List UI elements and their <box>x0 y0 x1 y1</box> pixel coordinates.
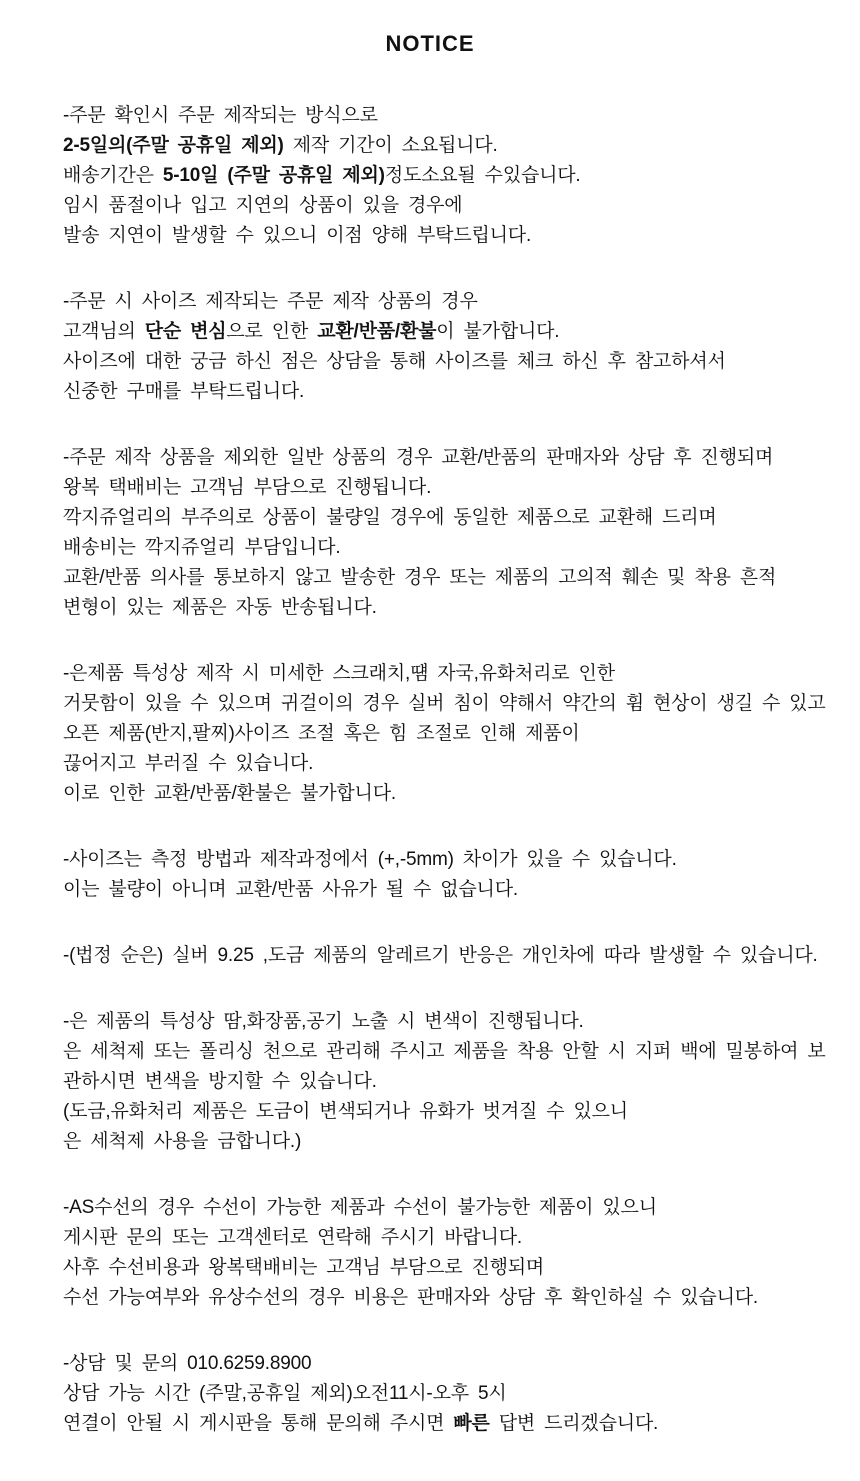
notice-text-segment: 정도소요될 수있습니다. <box>384 165 581 186</box>
notice-line <box>63 191 824 221</box>
notice-text-segment: 이로 인한 교환/반품/환불은 불가합니다. <box>63 783 396 804</box>
notice-text-segment: -주문 제작 상품을 제외한 일반 상품의 경우 교환/반품의 판매자와 상담 후 진행되며 <box>63 447 774 468</box>
notice-text-segment: 단순 변심 <box>144 321 227 342</box>
notice-text-segment: -상담 및 문의 010.6259.8900 <box>63 1353 312 1374</box>
notice-text-segment: 거뭇함이 있을 수 있으며 귀걸이의 경우 실버 침이 약해서 약간의 휨 현상이 생길 수 있고 <box>63 693 826 714</box>
notice-paragraph-general-exchange-return <box>63 443 824 623</box>
notice-line <box>63 845 824 875</box>
notice-text-segment: -주문 확인시 주문 제작되는 방식으로 <box>63 105 378 126</box>
notice-line <box>63 443 824 473</box>
notice-text-segment: 고객님의 <box>63 321 145 342</box>
notice-line <box>63 779 824 809</box>
notice-text-segment: 배송비는 깍지쥬얼리 부담입니다. <box>63 537 341 558</box>
notice-line <box>63 875 824 905</box>
notice-text-segment: 상담 가능 시간 (주말,공휴일 제외)오전11시-오후 5시 <box>63 1383 507 1404</box>
notice-text-segment: -AS수선의 경우 수선이 가능한 제품과 수선이 불가능한 제품이 있으니 <box>63 1197 657 1218</box>
notice-text-segment: -주문 시 사이즈 제작되는 주문 제작 상품의 경우 <box>63 291 478 312</box>
notice-text-segment: 으로 인한 <box>226 321 318 342</box>
notice-line <box>63 1253 824 1283</box>
notice-text-segment: 사후 수선비용과 왕복택배비는 고객님 부담으로 진행되며 <box>63 1257 545 1278</box>
notice-text-segment: 빠른 <box>453 1413 490 1434</box>
notice-text-segment: 교환/반품/환불 <box>317 321 437 342</box>
notice-text-segment: 왕복 택배비는 고객님 부담으로 진행됩니다. <box>63 477 432 498</box>
notice-text-segment: 이 불가합니다. <box>436 321 560 342</box>
notice-line <box>63 101 824 131</box>
notice-text-segment: 깍지쥬얼리의 부주의로 상품이 불량일 경우에 동일한 제품으로 교환해 드리며 <box>63 507 717 528</box>
notice-line <box>63 1193 824 1223</box>
notice-line <box>63 1349 824 1379</box>
notice-text-segment: 수선 가능여부와 유상수선의 경우 비용은 판매자와 상담 후 확인하실 수 있습니다. <box>63 1287 758 1308</box>
notice-line <box>63 1037 824 1067</box>
notice-line <box>63 689 824 719</box>
notice-text-segment: (도금,유화처리 제품은 도금이 변색되거나 유화가 벗겨질 수 있으니 <box>63 1101 628 1122</box>
notice-line <box>63 1223 824 1253</box>
notice-paragraph-contact <box>63 1349 824 1439</box>
notice-line <box>63 503 824 533</box>
notice-text-segment: 제작 기간이 소요됩니다. <box>283 135 498 156</box>
notice-line <box>63 563 824 593</box>
notice-paragraph-size-tolerance <box>63 845 824 905</box>
notice-line <box>63 131 824 161</box>
notice-text-segment: 끊어지고 부러질 수 있습니다. <box>63 753 314 774</box>
notice-text-segment: 은 세척제 또는 폴리싱 천으로 관리해 주시고 제품을 착용 안할 시 지퍼 백에 밀봉하여 보 <box>63 1041 826 1062</box>
notice-line <box>63 659 824 689</box>
notice-paragraph-allergy <box>63 941 824 971</box>
notice-text-segment: 게시판 문의 또는 고객센터로 연락해 주시기 바랍니다. <box>63 1227 522 1248</box>
notice-text-segment: 발송 지연이 발생할 수 있으니 이점 양해 부탁드립니다. <box>63 225 532 246</box>
notice-paragraph-tarnish-care <box>63 1007 824 1157</box>
notice-text-segment: 배송기간은 <box>63 165 163 186</box>
notice-line <box>63 347 824 377</box>
notice-line <box>63 1007 824 1037</box>
notice-line <box>63 1067 824 1097</box>
notice-text-segment: -(법정 순은) 실버 9.25 ,도금 제품의 알레르기 반응은 개인차에 따라 발생할 수 있습니다. <box>63 945 818 966</box>
notice-line <box>63 593 824 623</box>
notice-text-segment: 은 세척제 사용을 금합니다.) <box>63 1131 302 1152</box>
notice-line <box>63 1409 824 1439</box>
notice-text-segment: 변형이 있는 제품은 자동 반송됩니다. <box>63 597 377 618</box>
notice-text-segment: -은제품 특성상 제작 시 미세한 스크래치,떔 자국,유화처리로 인한 <box>63 663 615 684</box>
page-title: NOTICE <box>385 31 475 56</box>
notice-paragraph-order-production-period <box>63 101 824 251</box>
notice-line <box>63 533 824 563</box>
notice-line <box>63 1127 824 1157</box>
notice-paragraph-as-repair <box>63 1193 824 1313</box>
notice-body <box>63 101 824 1439</box>
notice-text-segment: 임시 품절이나 입고 지연의 상품이 있을 경우에 <box>63 195 463 216</box>
notice-text-segment: 연결이 안될 시 게시판을 통해 문의해 주시면 <box>63 1413 454 1434</box>
notice-paragraph-custom-size-no-refund <box>63 287 824 407</box>
notice-line <box>63 1379 824 1409</box>
notice-text-segment: 관하시면 변색을 방지할 수 있습니다. <box>63 1071 377 1092</box>
notice-line <box>63 941 824 971</box>
notice-line <box>63 317 824 347</box>
notice-line <box>63 1283 824 1313</box>
notice-text-segment: 교환/반품 의사를 통보하지 않고 발송한 경우 또는 제품의 고의적 훼손 및 착용 흔적 <box>63 567 777 588</box>
notice-line <box>63 377 824 407</box>
notice-text-segment: -사이즈는 측정 방법과 제작과정에서 (+,-5mm) 차이가 있을 수 있습니다. <box>63 849 677 870</box>
notice-text-segment: 답변 드리겠습니다. <box>489 1413 659 1434</box>
notice-line <box>63 161 824 191</box>
notice-text-segment: 오픈 제품(반지,팔찌)사이즈 조절 혹은 힘 조절로 인해 제품이 <box>63 723 580 744</box>
notice-line <box>63 287 824 317</box>
notice-line <box>63 749 824 779</box>
notice-text-segment: 사이즈에 대한 궁금 하신 점은 상담을 통해 사이즈를 체크 하신 후 참고하셔서 <box>63 351 726 372</box>
notice-text-segment: 5-10일 (주말 공휴일 제외) <box>162 165 385 186</box>
notice-line <box>63 221 824 251</box>
notice-text-segment: 신중한 구매를 부탁드립니다. <box>63 381 305 402</box>
notice-text-segment: -은 제품의 특성상 땀,화장품,공기 노출 시 변색이 진행됩니다. <box>63 1011 584 1032</box>
notice-paragraph-silver-product-characteristics <box>63 659 824 809</box>
notice-text-segment: 2-5일의(주말 공휴일 제외) <box>63 135 284 156</box>
notice-line <box>63 1097 824 1127</box>
notice-text-segment: 이는 불량이 아니며 교환/반품 사유가 될 수 없습니다. <box>63 879 518 900</box>
notice-line <box>63 719 824 749</box>
notice-line <box>63 473 824 503</box>
